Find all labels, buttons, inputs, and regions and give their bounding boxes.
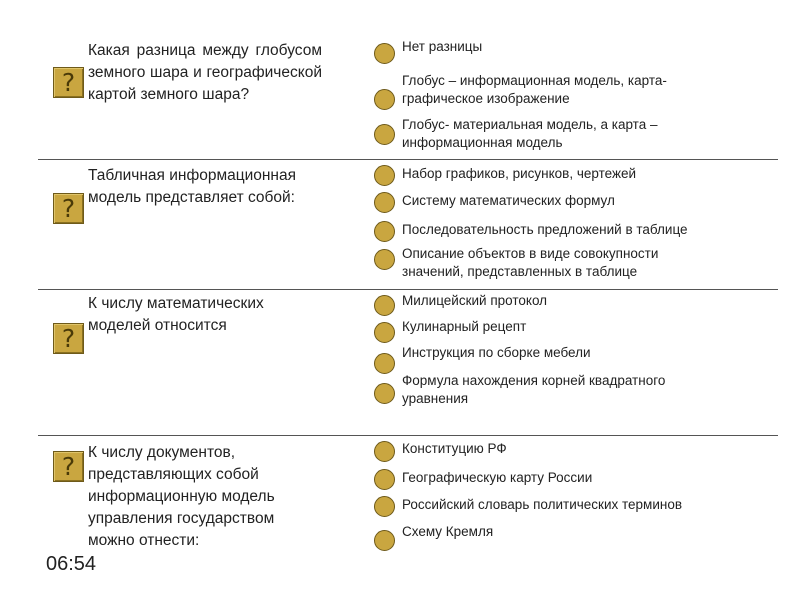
row-divider-3 [38, 435, 778, 436]
question-1-text: Какая разница между глобусом земного шара и географической картой земного шара? [88, 42, 322, 103]
answer-label: Милицейский протокол [402, 293, 548, 308]
answer-radio[interactable] [374, 43, 395, 64]
answer-radio[interactable] [374, 192, 395, 213]
answer-label: Инструкция по сборке мебели [402, 345, 591, 360]
clock-time: 06:54 [46, 553, 97, 575]
answer-label: Нет разницы [402, 39, 483, 54]
question-3-text: К числу математических моделей относится [88, 295, 264, 334]
answer-radio[interactable] [374, 530, 395, 551]
answer-label: Схему Кремля [402, 524, 494, 539]
answer-radio[interactable] [374, 89, 395, 110]
answer-radio[interactable] [374, 221, 395, 242]
answer-radio[interactable] [374, 295, 395, 316]
question-mark-icon: ? [53, 67, 84, 98]
answer-radio[interactable] [374, 124, 395, 145]
answer-label: Последовательность предложений в таблице [402, 222, 688, 237]
row-divider-1 [38, 159, 778, 160]
answer-label: Описание объектов в виде совокупности значений, представленных в таблице [402, 246, 659, 279]
answer-radio[interactable] [374, 322, 395, 343]
question-2-text: Табличная информационная модель представляет собой: [88, 167, 297, 206]
answer-label: Глобус – информационная модель, карта-графическое изображение [402, 73, 667, 106]
answer-radio[interactable] [374, 353, 395, 374]
question-mark-icon: ? [53, 193, 84, 224]
answer-radio[interactable] [374, 496, 395, 517]
answer-radio[interactable] [374, 469, 395, 490]
answer-radio[interactable] [374, 383, 395, 404]
row-divider-2 [38, 289, 778, 290]
answer-label: Российский словарь политических терминов [402, 497, 683, 512]
answer-radio[interactable] [374, 249, 395, 270]
question-4-text: К числу документов, представляющих собой информационную модель управления государством можно отнести: [88, 444, 275, 549]
answer-label: Глобус- материальная модель, а карта – информационная модель [402, 117, 658, 150]
answer-label: Географическую карту России [402, 470, 593, 485]
answer-label: Кулинарный рецепт [402, 319, 527, 334]
question-mark-icon: ? [53, 451, 84, 482]
answer-radio[interactable] [374, 165, 395, 186]
answer-label: Систему математических формул [402, 193, 615, 208]
answer-label: Конституцию РФ [402, 441, 507, 456]
question-mark-icon: ? [53, 323, 84, 354]
answer-label: Формула нахождения корней квадратного уравнения [402, 373, 666, 406]
answer-label: Набор графиков, рисунков, чертежей [402, 166, 637, 181]
answer-radio[interactable] [374, 441, 395, 462]
